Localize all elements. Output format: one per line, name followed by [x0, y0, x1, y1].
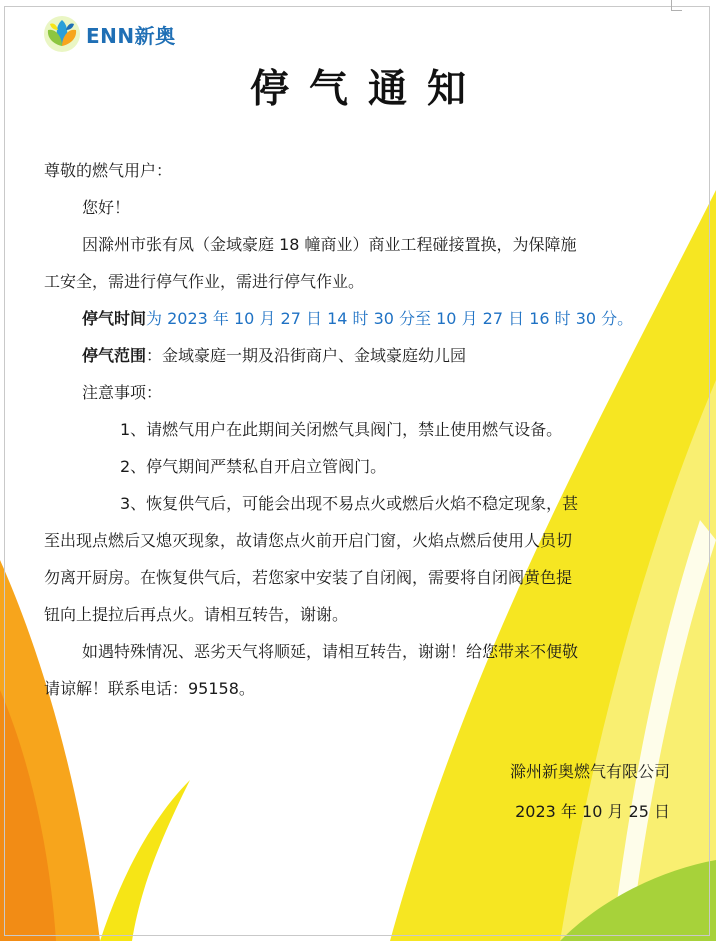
- closing-line-1: 如遇特殊情况、恶劣天气将顺延，请相互转告，谢谢！给您带来不便敬: [82, 642, 579, 661]
- notes-heading: 注意事项：: [82, 383, 163, 402]
- note-item-3-cont: 至出现点燃后又熄灭现象，故请您点火前开启门窗，火焰点燃后使用人员切: [44, 531, 573, 550]
- outage-scope-value: ：金域豪庭一期及沿街商户、金域豪庭幼儿园: [146, 346, 467, 365]
- outage-time-prefix: 为: [146, 309, 168, 328]
- notice-title: 停气通知: [249, 67, 486, 112]
- outage-scope: [44, 337, 684, 374]
- note-item-1: 1、请燃气用户在此期间关闭燃气具阀门，禁止使用燃气设备。: [120, 420, 563, 439]
- signature-block: [510, 752, 670, 832]
- greeting: 尊敬的燃气用户：: [44, 161, 173, 180]
- enn-flower-icon: [42, 14, 82, 54]
- note-item-3-cont: 勿离开厨房。在恢复供气后，若您家中安装了自闭阀，需要将自闭阀黄色提: [44, 568, 573, 587]
- company-name: 滁州新奥燃气有限公司: [509, 762, 670, 781]
- outage-time: [44, 300, 684, 337]
- outage-scope-label: 停气范围: [82, 346, 147, 365]
- hello-line: 您好！: [82, 198, 131, 217]
- intro-line-1: 因滁州市张有凤（金域豪庭 18 幢商业）商业工程碰接置换，为保障施: [82, 235, 577, 254]
- outage-time-label: 停气时间: [82, 309, 147, 328]
- notice-date: 2023 年 10 月 25 日: [515, 802, 670, 821]
- note-item-3: 3、恢复供气后，可能会出现不易点火或燃后火焰不稳定现象，甚: [120, 494, 579, 513]
- closing-line-2: 请谅解！联系电话：95158。: [44, 679, 255, 698]
- enn-logo: [42, 14, 176, 54]
- logo-text: ENN新奥: [86, 23, 176, 48]
- note-item-2: 2、停气期间严禁私自开启立管阀门。: [120, 457, 387, 476]
- note-item-3-cont: 钮向上提拉后再点火。请相互转告，谢谢。: [44, 605, 349, 624]
- outage-time-value: 2023 年 10 月 27 日 14 时 30 分至 10 月 27 日 16 时 30 分。: [167, 309, 634, 328]
- intro-line-2: 工安全，需进行停气作业，需进行停气作业。: [44, 272, 365, 291]
- crop-mark: [671, 0, 682, 11]
- notice-body: [44, 152, 684, 707]
